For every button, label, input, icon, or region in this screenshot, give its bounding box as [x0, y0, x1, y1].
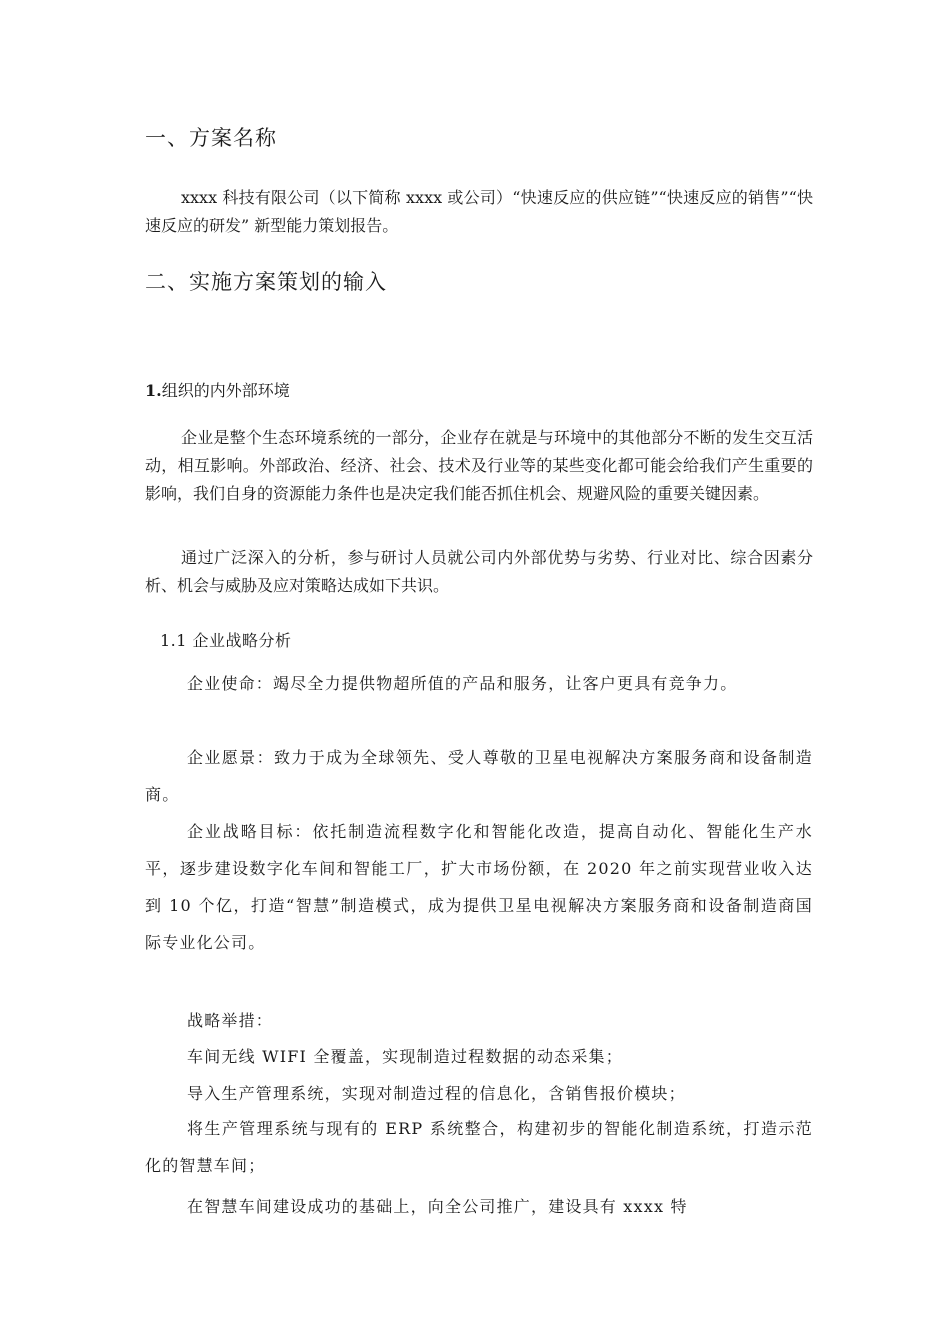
- environment-paragraph-2: 通过广泛深入的分析，参与研讨人员就公司内外部优势与劣势、行业对比、综合因素分析、机会与威胁及应对策略达成如下共识。: [145, 548, 813, 595]
- plan-name-paragraph: xxxx 科技有限公司（以下简称 xxxx 或公司）“快速反应的供应链”“快速反应的销售”“快速反应的研发” 新型能力策划报告。: [145, 188, 813, 235]
- measure-item-2: 导入生产管理系统，实现对制造过程的信息化，含销售报价模块；: [187, 1084, 686, 1103]
- goal-paragraph: 企业战略目标：依托制造流程数字化和智能化改造，提高自动化、智能化生产水平，逐步建设数字化车间和智能工厂，扩大市场份额，在 2020 年之前实现营业收入达到 10 个亿，打造“智慧”制造模式，成为提供卫星电视解决方案服务商和设备制造商国际专业化公司。: [145, 822, 813, 952]
- measure-item-4: 在智慧车间建设成功的基础上，向全公司推广，建设具有 xxxx 特: [187, 1197, 688, 1216]
- measure-item-1: 车间无线 WIFI 全覆盖，实现制造过程数据的动态采集；: [187, 1047, 623, 1066]
- section-heading-plan-name: 一、方案名称: [145, 126, 277, 150]
- subsection-heading-strategy: 1.1 企业战略分析: [160, 631, 292, 650]
- vision-paragraph: 企业愿景：致力于成为全球领先、受人尊敬的卫星电视解决方案服务商和设备制造商。: [145, 748, 813, 804]
- subsection-heading-environment: [145, 378, 290, 401]
- mission-paragraph: 企业使命：竭尽全力提供物超所值的产品和服务，让客户更具有竞争力。: [187, 674, 738, 693]
- environment-paragraph-1: 企业是整个生态环境系统的一部分，企业存在就是与环境中的其他部分不断的发生交互活动，相互影响。外部政治、经济、社会、技术及行业等的某些变化都可能会给我们产生重要的影响，我们自身的资源能力条件也是决定我们能否抓住机会、规避风险的重要关键因素。: [145, 428, 813, 503]
- subsection-title: 组织的内外部环境: [161, 381, 290, 400]
- measure-item-3: 将生产管理系统与现有的 ERP 系统整合，构建初步的智能化制造系统，打造示范化的智慧车间；: [145, 1119, 813, 1175]
- subsection-number: 1.: [145, 381, 162, 400]
- section-heading-plan-input: 二、实施方案策划的输入: [145, 270, 387, 294]
- measures-title: 战略举措：: [187, 1011, 274, 1030]
